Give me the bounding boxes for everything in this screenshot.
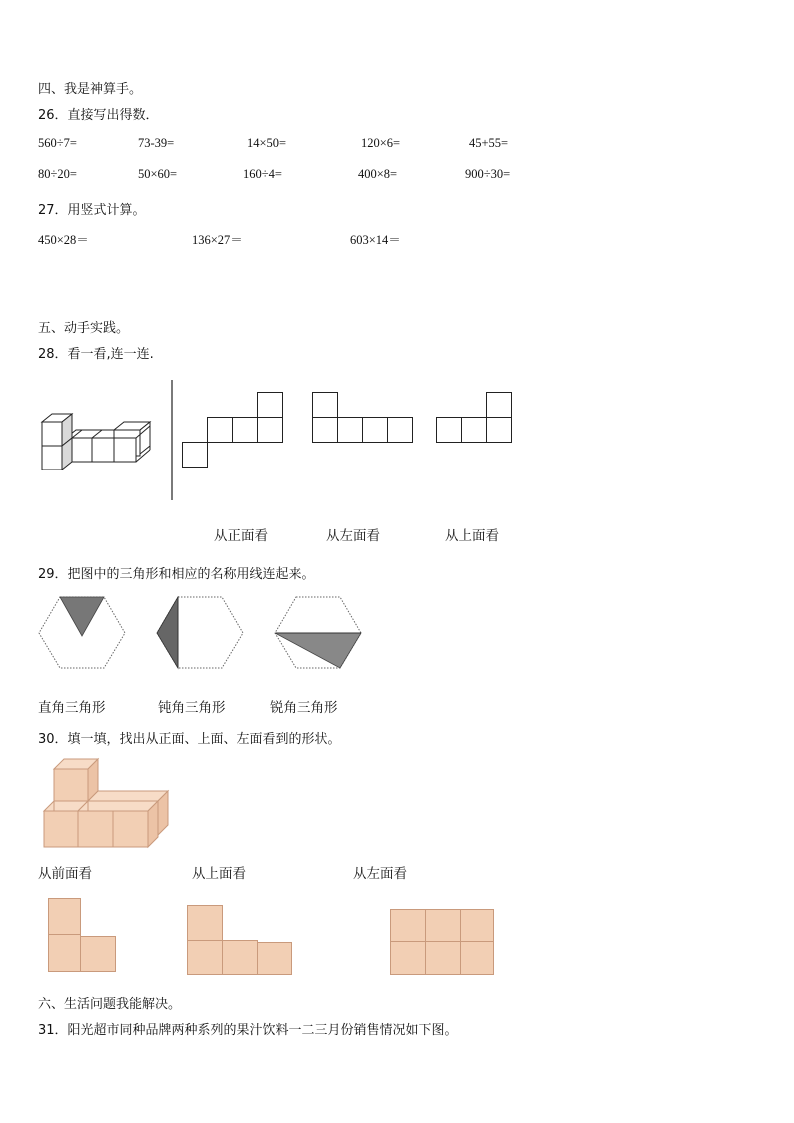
section-5-title: 五、动手实践。 (38, 321, 130, 336)
q30-label-left: 从左面看 (353, 866, 407, 882)
calc-item: 80÷20= (38, 167, 77, 181)
question-27: 27．用竖式计算。 (38, 203, 146, 218)
vertical-calc-item: 136×27＝ (192, 233, 243, 247)
question-30: 30．填一填，找出从正面、上面、左面看到的形状。 (38, 732, 341, 747)
hexagon-acute-triangle (274, 596, 364, 670)
calc-item: 120×6= (361, 136, 401, 150)
hexagon-obtuse-triangle (156, 596, 246, 670)
q30-view-shape-3 (388, 907, 496, 977)
view-label-top: 从上面看 (445, 528, 499, 544)
calc-item: 900÷30= (465, 167, 511, 181)
view-shape-b (312, 392, 414, 444)
calc-item: 14×50= (247, 136, 287, 150)
question-28: 28．看一看,连一连. (38, 347, 154, 362)
calc-item: 45+55= (469, 136, 509, 150)
view-shape-a (182, 392, 284, 468)
q30-view-shape-1 (46, 896, 118, 974)
section-6-title: 六、生活问题我能解决。 (38, 997, 182, 1012)
question-29: 29．把图中的三角形和相应的名称用线连起来。 (38, 567, 315, 582)
q30-view-shape-2 (186, 904, 294, 976)
vertical-calc-item: 603×14＝ (350, 233, 401, 247)
calc-item: 560÷7= (38, 136, 77, 150)
section-4-title: 四、我是神算手。 (38, 82, 143, 97)
calc-item: 160÷4= (243, 167, 282, 181)
q30-label-top: 从上面看 (192, 866, 246, 882)
hexagon-right-triangle (38, 596, 128, 670)
question-26: 26．直接写出得数． (38, 108, 159, 123)
question-31: 31．阳光超市同种品牌两种系列的果汁饮料一二三月份销售情况如下图。 (38, 1023, 458, 1038)
calc-item: 400×8= (358, 167, 398, 181)
view-shape-c (436, 392, 514, 444)
triangle-name-right: 直角三角形 (38, 700, 106, 716)
q30-label-front: 从前面看 (38, 866, 92, 882)
view-label-left: 从左面看 (326, 528, 380, 544)
calc-item: 50×60= (138, 167, 178, 181)
triangle-name-acute: 锐角三角形 (270, 700, 338, 716)
triangle-name-obtuse: 钝角三角形 (158, 700, 226, 716)
view-label-front: 从正面看 (214, 528, 268, 544)
divider-line (170, 380, 174, 500)
vertical-calc-item: 450×28＝ (38, 233, 89, 247)
cube-solid-figure (38, 412, 156, 470)
orange-cube-solid (42, 757, 170, 849)
calc-item: 73-39= (138, 136, 175, 150)
